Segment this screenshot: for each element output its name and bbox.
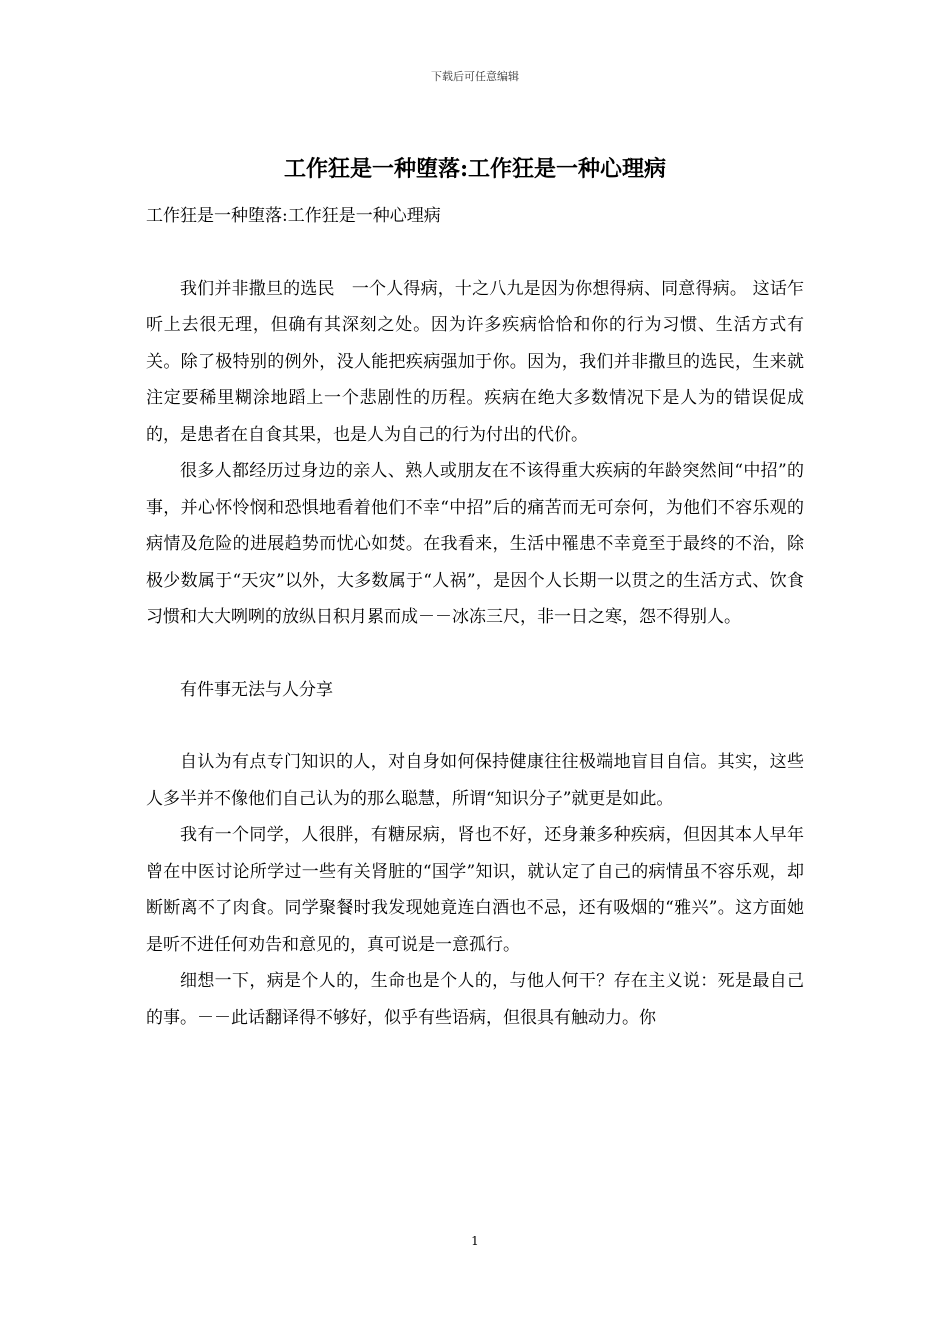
- page-number: 1: [471, 1234, 479, 1248]
- paragraph: 细想一下，病是个人的，生命也是个人的，与他人何干？存在主义说：死是最自己的事。－－此话翻译得不够好，似乎有些语病，但很具有触动力。你: [146, 971, 804, 1028]
- paragraph: 我们并非撒旦的选民 一个人得病，十之八九是因为你想得病、同意得病。 这话乍听上去很无理，但确有其深刻之处。因为许多疾病恰恰和你的行为习惯、生活方式有关。除了极特别的例外，没人能把疾病强加于你。因为，我们并非撒旦的选民，生来就注定要稀里糊涂地蹈上一个悲剧性的历程。疾病在绝大多数情况下是人为的错误促成的，是患者在自食其果，也是人为自己的行为付出的代价。: [146, 278, 804, 445]
- document-subtitle: 工作狂是一种堕落:工作狂是一种心理病: [146, 206, 441, 226]
- document-title: 工作狂是一种堕落:工作狂是一种心理病: [283, 156, 667, 182]
- paragraph: 我有一个同学，人很胖，有糖尿病，肾也不好，还身兼多种疾病，但因其本人早年曾在中医讨论所学过一些有关肾脏的“国学”知识，就认定了自己的病情虽不容乐观，却断断离不了肉食。同学聚餐时我发现她竟连白酒也不忌，还有吸烟的“雅兴”。这方面她是听不进任何劝告和意见的，真可说是一意孤行。: [146, 825, 804, 955]
- header-note: 下载后可任意编辑: [431, 70, 519, 83]
- document-body: [146, 198, 804, 1036]
- paragraph: 自认为有点专门知识的人，对自身如何保持健康往往极端地盲目自信。其实，这些人多半并不像他们自己认为的那么聪慧，所谓“知识分子”就更是如此。: [146, 752, 804, 809]
- paragraph: 很多人都经历过身边的亲人、熟人或朋友在不该得重大疾病的年龄突然间“中招”的事，并心怀怜悯和恐惧地看着他们不幸“中招”后的痛苦而无可奈何，为他们不容乐观的病情及危险的进展趋势而忧心如焚。在我看来，生活中罹患不幸竟至于最终的不治，除极少数属于“天灾”以外，大多数属于“人祸”，是因个人长期一以贯之的生活方式、饮食习惯和大大咧咧的放纵日积月累而成－－冰冻三尺，非一日之寒，怨不得别人。: [146, 461, 804, 627]
- section-heading: 有件事无法与人分享: [180, 679, 333, 700]
